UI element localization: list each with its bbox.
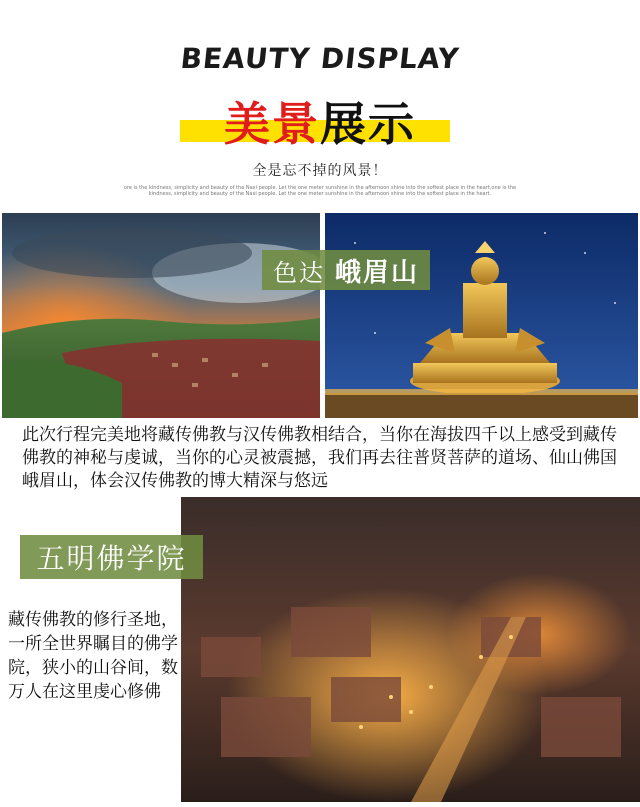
label-emeishan: 峨眉山 (334, 257, 419, 288)
cn-title (0, 88, 640, 154)
cn-title-highlight: 美景 (224, 97, 320, 151)
en-title: BEAUTY DISPLAY (178, 42, 462, 75)
subtitle: 全是忘不掉的风景！ (252, 163, 388, 179)
small-english-text: ore is the kindness, simplicity and beauty of the Naxi people. Let the one meter sunshine in the afternoon shine into the softest place in the heart,one is the kindness, simplicity and beauty of the Naxi people. Let the one meter sunshine in the afternoon shine into the softest place in the heart. (123, 185, 517, 197)
label-seda: 色达 (272, 258, 325, 287)
destination-label (262, 250, 430, 290)
seda-landscape-image (2, 213, 320, 418)
wuming-label: 五明佛学院 (20, 535, 203, 579)
wuming-description: 藏传佛教的修行圣地，一所全世界瞩目的佛学院，狭小的山谷间，数万人在这里虔心修佛 (8, 610, 178, 702)
intro-paragraph: 此次行程完美地将藏传佛教与汉传佛教相结合，当你在海拔四千以上感受到藏传佛教的神秘与虔诚，当你的心灵被震撼，我们再去往普贤菩萨的道场、仙山佛国峨眉山，体会汉传佛教的博大精深与悠远 (22, 425, 617, 491)
cn-title-rest: 展示 (320, 97, 416, 151)
wuming-buddhist-college-image (181, 497, 640, 802)
emei-golden-statue-image (325, 213, 638, 418)
